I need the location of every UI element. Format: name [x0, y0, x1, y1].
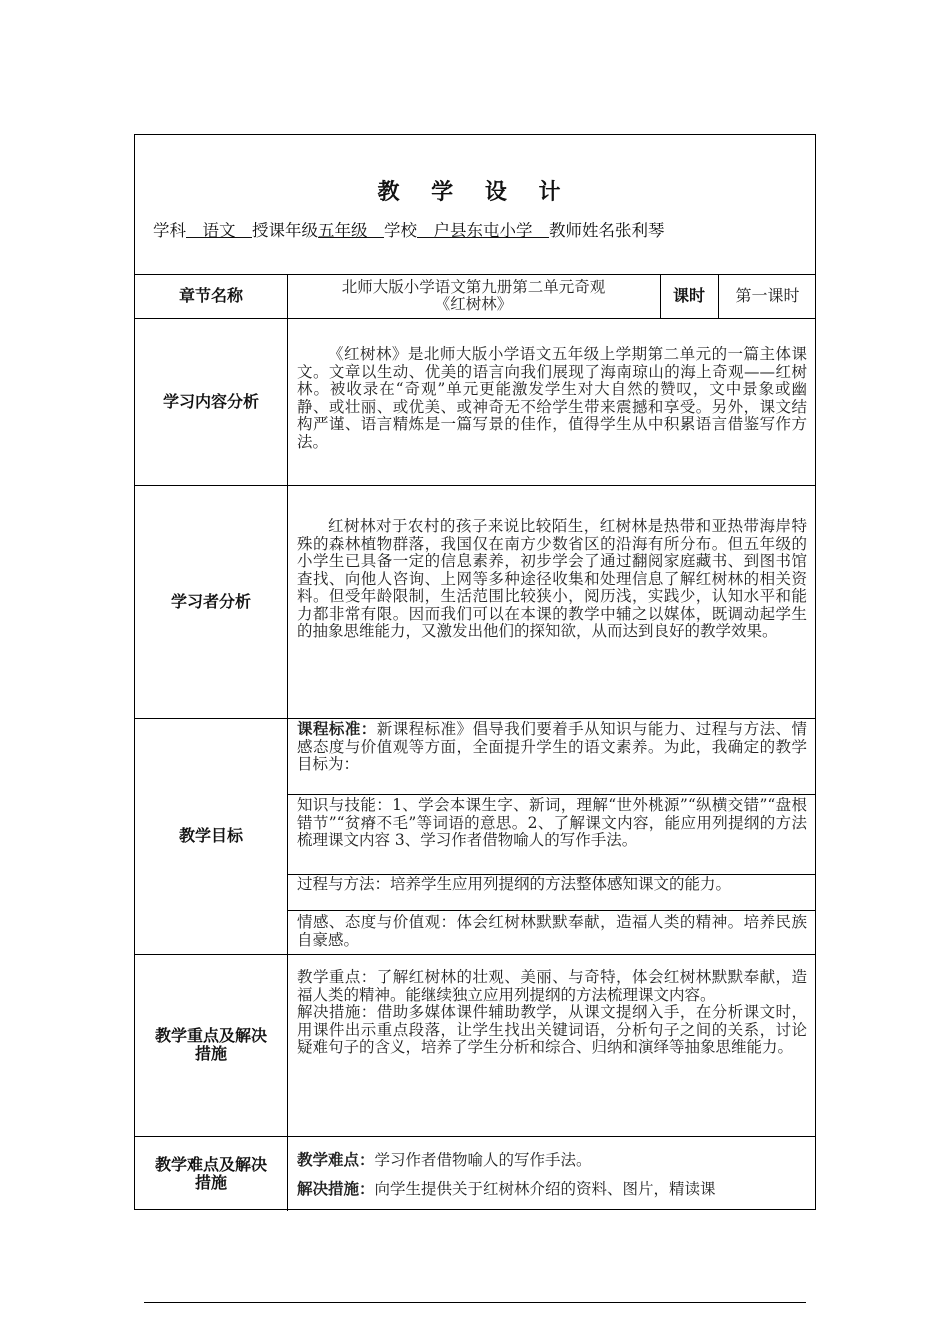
course-standard-label: 课程标准：	[297, 720, 377, 738]
process-goal: 过程与方法：培养学生应用列提纲的方法整体感知课文的能力。	[297, 875, 732, 893]
subject-value: 语文	[186, 221, 252, 240]
key-points-content	[297, 969, 807, 1057]
school-label: 学校	[384, 221, 417, 240]
chapter-name	[287, 279, 660, 313]
key-points-label	[135, 954, 287, 1136]
content-analysis-text: 《红树林》是北师大版小学语文五年级上学期第二单元的一篇主体课文。文章以生动、优美的语言向我们展现了海南琼山的海上奇观——红树林。被收录在“奇观”单元更能激发学生对大自然的赞叹，文中景象或幽静、或壮丽、或优美、或神奇无不给学生带来震撼和享受。另外，课文结构严谨、语言精炼是一篇写景的佳作，值得学生从中积累语言借鉴写作方法。	[297, 345, 807, 451]
grade-label: 授课年级	[252, 221, 318, 240]
difficulty-measures-text: 向学生提供关于红树林介绍的资料、图片，精读课	[374, 1180, 716, 1198]
key-points-focus: 教学重点：了解红树林的壮观、美丽、与奇特，体会红树林默默奉献，造福人类的精神。能继续独立应用列提纲的方法梳理课文内容。	[297, 968, 807, 1004]
key-points-label-line-2: 措施	[194, 1044, 227, 1063]
subject-label: 学科	[153, 221, 186, 240]
info-line	[153, 217, 665, 241]
emotion-goal: 情感、态度与价值观：体会红树林默默奉献，造福人类的精神。培养民族自豪感。	[297, 913, 807, 949]
learner-analysis-text: 红树林对于农村的孩子来说比较陌生，红树林是热带和亚热带海岸特殊的森林植物群落，我国仅在南方少数省区的沿海有所分布。但五年级的小学生已具备一定的信息素养，初步学会了通过翻阅家庭藏书、到图书馆查找、向他人咨询、上网等多种途径收集和处理信息了解红树林的相关资料。但受年龄限制，生活范围比较狭小，阅历浅，实践少，认知水平和能力都非常有限。因而我们可以在本课的教学中辅之以媒体，既调动起学生的抽象思维能力，又激发出他们的探知欲，从而达到良好的教学效果。	[297, 517, 807, 640]
knowledge-goal: 知识与技能：1、学会本课生字、新词，理解“世外桃源”“纵横交错”“盘根错节”“贫瘠不毛”等词语的意思。2、了解课文内容，能应用列提纲的方法梳理课文内容 3、学习作者借物喻人的写作手法。	[297, 796, 807, 849]
difficulty-label: 教学难点：	[297, 1151, 375, 1169]
footer-rule	[144, 1302, 806, 1303]
difficult-points-label-line-1: 教学难点及解决	[154, 1154, 267, 1174]
key-points-label-line-1: 教学重点及解决	[154, 1026, 267, 1045]
chapter-line-1: 北师大版小学语文第九册第二单元奇观	[341, 278, 606, 296]
teacher-label: 教师姓名张利琴	[549, 221, 665, 240]
grade-value: 五年级	[318, 221, 384, 240]
goal-divider	[287, 794, 815, 795]
difficult-points-label	[135, 1136, 287, 1211]
chapter-line-2: 《红树林》	[434, 295, 513, 313]
document-title: 教 学 设 计	[377, 179, 573, 205]
chapter-label: 章节名称	[178, 286, 243, 305]
column-divider	[287, 274, 288, 1211]
difficult-points-label-line-2: 措施	[194, 1172, 227, 1192]
learner-analysis-label: 学习者分析	[170, 591, 251, 611]
lesson-plan-table	[134, 134, 816, 1210]
difficulty	[297, 1152, 807, 1170]
school-value: 户县东屯小学	[417, 221, 549, 240]
period-label: 课时	[672, 286, 705, 305]
goal-divider	[287, 910, 815, 911]
key-points-measures: 解决措施：借助多媒体课件辅助教学，从课文提纲入手，在分析课文时，用课件出示重点段落，让学生找出关键词语，分析句子之间的关系，讨论疑难句子的含义，培养了学生分析和综合、归纳和演绎等抽象思维能力。	[297, 1003, 807, 1056]
period-value: 第一课时	[735, 286, 800, 306]
difficulty-measures-label: 解决措施：	[297, 1180, 375, 1198]
difficulty-text: 学习作者借物喻人的写作手法。	[374, 1151, 592, 1169]
teaching-goals-label: 教学目标	[178, 826, 243, 845]
course-standard-text: 新课程标准》倡导我们要着手从知识与能力、过程与方法、情感态度与价值观等方面，全面提升学生的语文素养。为此，我确定的教学目标为：	[297, 720, 807, 773]
content-analysis-label: 学习内容分析	[162, 391, 259, 411]
course-standard	[297, 721, 807, 774]
difficulty-measures	[297, 1181, 807, 1199]
